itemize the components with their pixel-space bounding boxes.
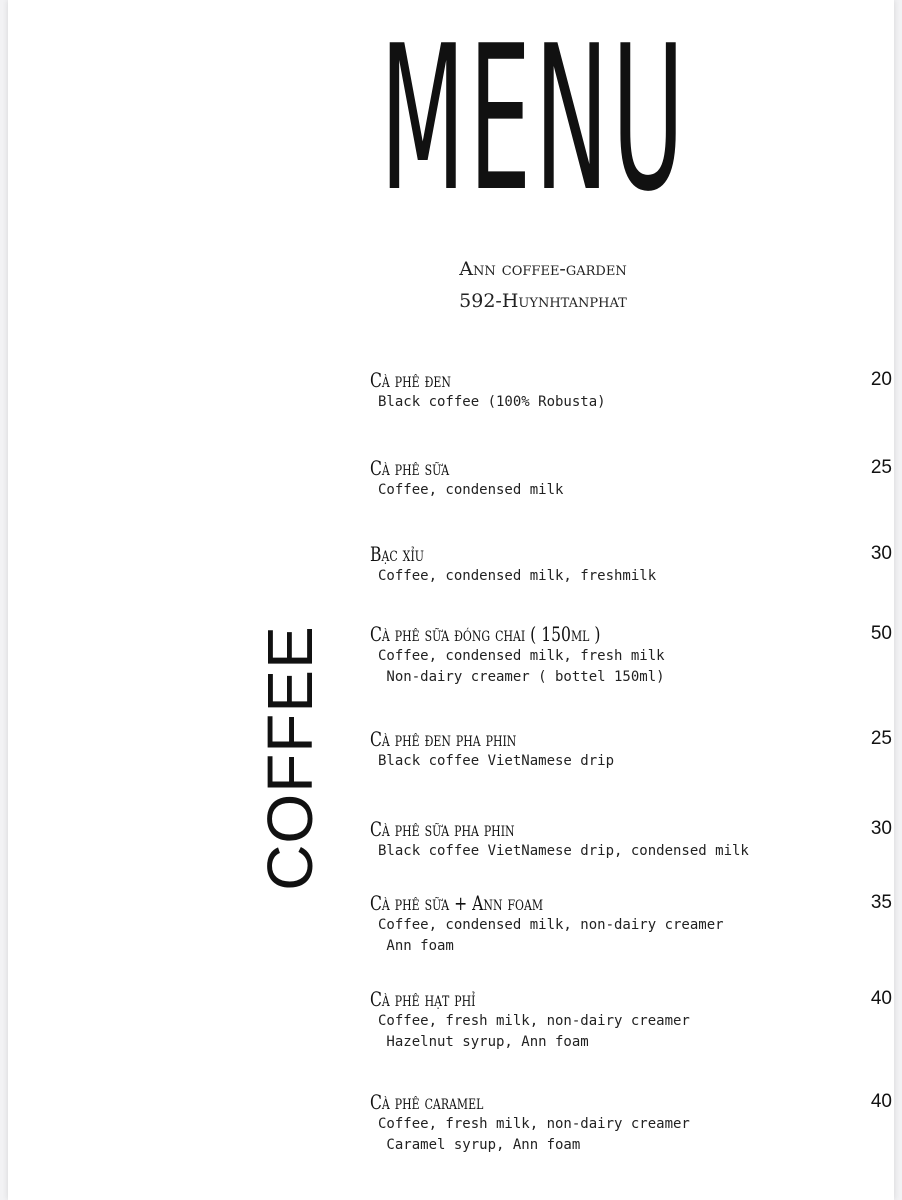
item-description: Coffee, condensed milk, fresh milk Non-dairy creamer ( bottel 150ml) — [378, 648, 665, 685]
menu-item — [370, 727, 896, 772]
item-description: Black coffee (100% Robusta) — [378, 394, 606, 410]
menu-page — [8, 0, 894, 1200]
item-price: 50 — [870, 623, 892, 644]
menu-item — [370, 368, 896, 413]
menu-item — [370, 542, 896, 587]
item-description: Coffee, condensed milk — [378, 482, 564, 498]
item-price: 40 — [870, 1091, 892, 1112]
menu-item — [370, 622, 896, 688]
item-name: Cà phê sữa đóng chai ( 150ml ) — [370, 622, 601, 646]
item-description: Coffee, condensed milk, freshmilk — [378, 568, 657, 584]
section-label-coffee: COFFEE — [254, 625, 326, 891]
menu-item — [370, 891, 896, 957]
item-description: Black coffee VietNamese drip — [378, 753, 615, 769]
menu-item — [370, 817, 896, 862]
menu-title: MENU — [380, 3, 688, 236]
item-description: Coffee, fresh milk, non-dairy creamer Caramel syrup, Ann foam — [378, 1116, 690, 1153]
item-name: Cà phê sữa pha phin — [370, 817, 515, 841]
item-price: 35 — [870, 892, 892, 913]
item-name: Cà phê sữa — [370, 456, 450, 480]
item-price: 20 — [870, 369, 892, 390]
item-name: Cà phê sữa + Ann foam — [370, 891, 544, 915]
item-name: Bạc xỉu — [370, 542, 424, 566]
menu-item — [370, 1090, 896, 1156]
item-price: 40 — [870, 988, 892, 1009]
item-description: Coffee, condensed milk, non-dairy creamer Ann foam — [378, 917, 724, 954]
item-name: Cà phê đen — [370, 368, 451, 392]
shop-address: 592-Huynhtanphat — [459, 290, 627, 312]
item-description: Coffee, fresh milk, non-dairy creamer Hazelnut syrup, Ann foam — [378, 1013, 690, 1050]
item-name: Cà phê đen pha phin — [370, 727, 517, 751]
item-name: Cà phê hạt phỉ — [370, 987, 476, 1011]
item-description: Black coffee VietNamese drip, condensed milk — [378, 843, 749, 859]
item-price: 25 — [870, 728, 892, 749]
item-price: 25 — [870, 457, 892, 478]
item-name: Cà phê caramel — [370, 1090, 484, 1114]
menu-item — [370, 456, 896, 501]
item-price: 30 — [870, 543, 892, 564]
menu-item — [370, 987, 896, 1053]
item-price: 30 — [870, 818, 892, 839]
shop-name: Ann coffee-garden — [459, 258, 627, 280]
